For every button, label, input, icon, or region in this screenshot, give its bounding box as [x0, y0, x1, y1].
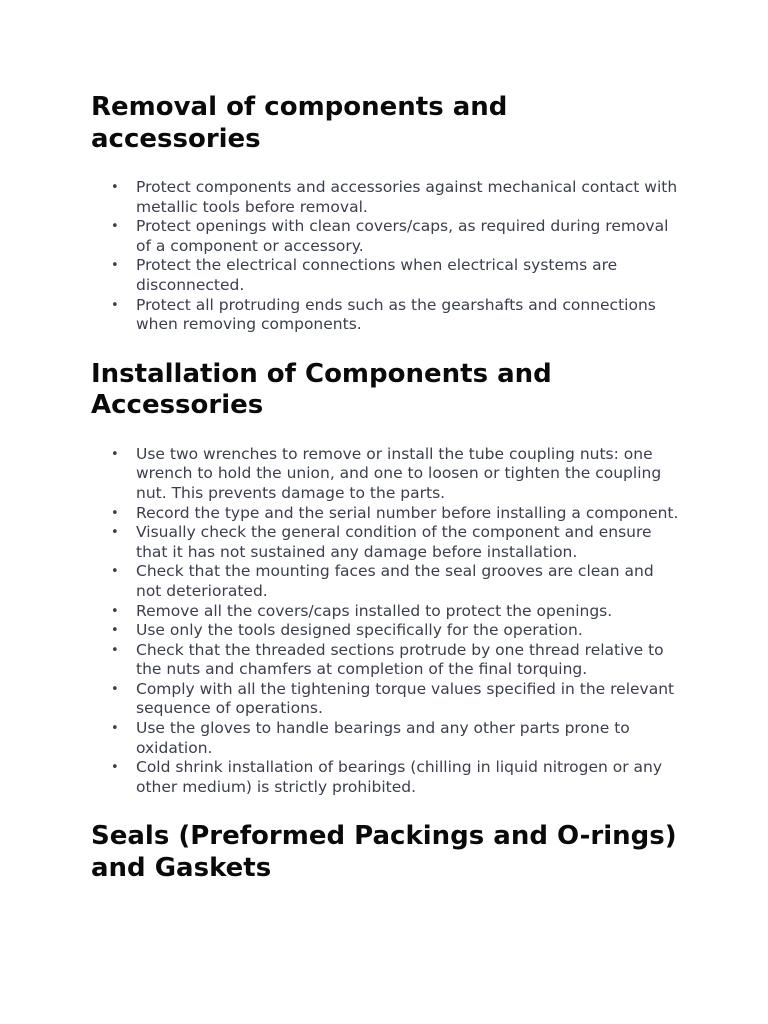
bullet-icon: •	[111, 760, 119, 776]
bullet-icon: •	[111, 642, 119, 658]
list-item-text: Remove all the covers/caps installed to protect the openings.	[136, 601, 613, 620]
bullet-icon: •	[111, 623, 119, 639]
list-item	[91, 602, 681, 622]
bullet-icon: •	[111, 219, 119, 235]
list-item	[91, 758, 681, 797]
bullet-icon: •	[111, 681, 119, 697]
list-item	[91, 621, 681, 641]
list-item-text: Protect components and accessories against mechanical contact with metallic tools before removal.	[136, 178, 678, 216]
list-item	[91, 217, 681, 256]
list-item-text: Check that the threaded sections protrude by one thread relative to the nuts and chamfers at completion of the final torquing.	[136, 640, 664, 679]
list-item	[91, 445, 681, 504]
bullet-icon: •	[111, 603, 119, 619]
removal-list	[91, 178, 681, 335]
list-item-text: Use only the tools designed specifically for the operation.	[136, 621, 583, 640]
list-item	[91, 256, 681, 295]
list-item	[91, 562, 681, 601]
section-heading-seals: Seals (Preformed Packings and O-rings) and Gaskets	[91, 821, 677, 883]
section-heading-removal: Removal of components and accessories	[91, 92, 508, 154]
list-item	[91, 523, 681, 562]
list-item	[91, 680, 681, 719]
bullet-icon: •	[111, 180, 119, 195]
list-item	[91, 641, 681, 680]
list-item	[91, 719, 681, 758]
bullet-icon: •	[111, 721, 119, 737]
list-item-text: Protect all protruding ends such as the gearshafts and connections when removing components.	[136, 295, 656, 334]
bullet-icon: •	[111, 446, 119, 462]
list-item-text: Use two wrenches to remove or install the tube coupling nuts: one wrench to hold the union, and one to loosen or tighten the coupling nut. This prevents damage to the parts.	[136, 444, 662, 502]
bullet-icon: •	[111, 505, 119, 521]
list-item-text: Check that the mounting faces and the seal grooves are clean and not deteriorated.	[136, 562, 654, 600]
list-item	[91, 504, 681, 524]
list-item-text: Cold shrink installation of bearings (chilling in liquid nitrogen or any other medium) is strictly prohibited.	[136, 758, 663, 796]
list-item-text: Visually check the general condition of the component and ensure that it has not sustained any damage before installation.	[136, 523, 652, 561]
list-item	[91, 178, 681, 217]
list-item-text: Comply with all the tightening torque values specified in the relevant sequence of operations.	[136, 679, 675, 718]
document-body	[91, 92, 681, 884]
bullet-icon: •	[111, 258, 119, 274]
list-item-text: Protect the electrical connections when electrical systems are disconnected.	[136, 256, 618, 294]
list-item-text: Record the type and the serial number before installing a component.	[136, 503, 679, 522]
installation-list	[91, 445, 681, 798]
list-item	[91, 296, 681, 335]
bullet-icon: •	[111, 564, 119, 580]
section-heading-installation: Installation of Components and Accessories	[91, 358, 552, 421]
list-item-text: Protect openings with clean covers/caps, as required during removal of a component or accessory.	[136, 217, 669, 255]
bullet-icon: •	[111, 297, 119, 313]
list-item-text: Use the gloves to handle bearings and any other parts prone to oxidation.	[136, 719, 630, 757]
bullet-icon: •	[111, 525, 119, 541]
